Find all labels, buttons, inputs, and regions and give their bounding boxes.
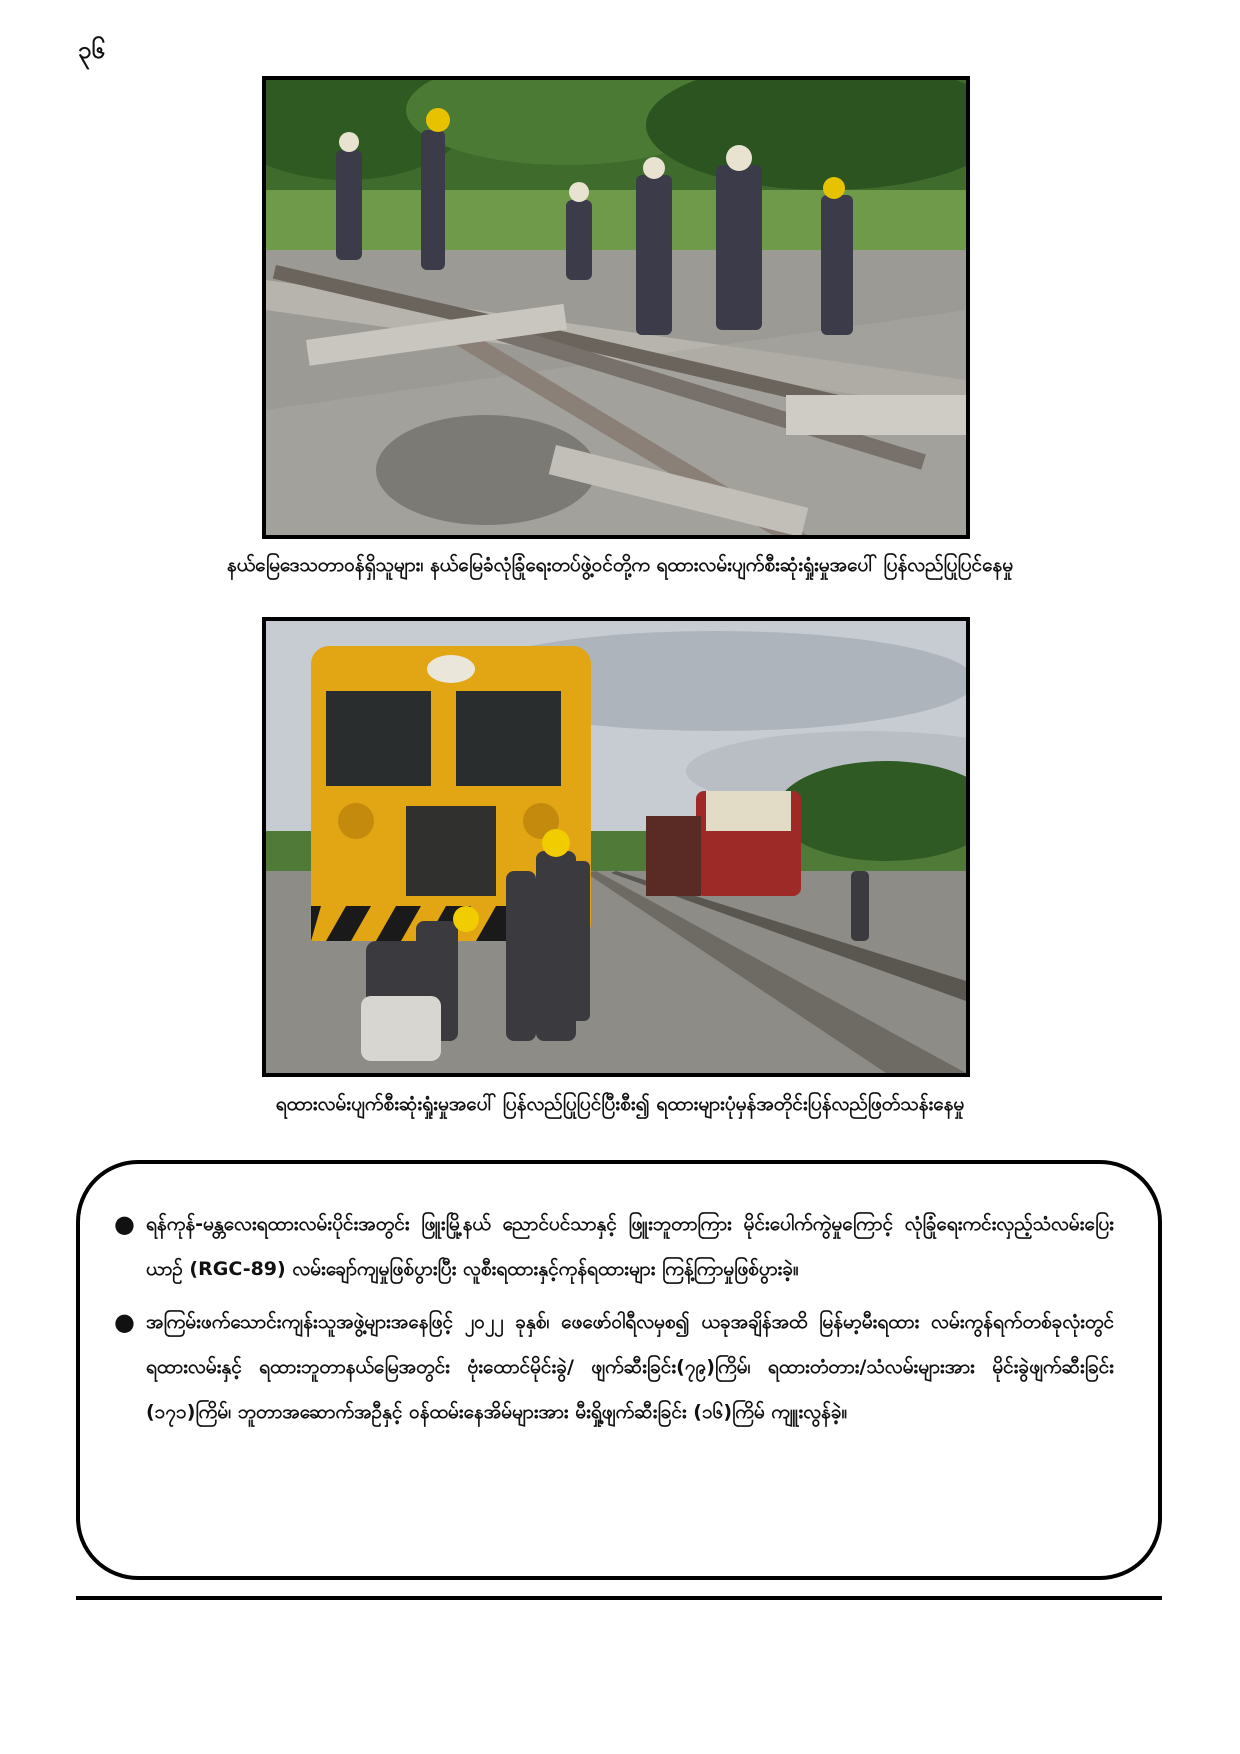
photo-track-repair <box>262 76 970 539</box>
summary-item-text: ရန်ကုန်-မန္တလေးရထားလမ်းပိုင်းအတွင်း ဖြူးမြို့နယ် ညောင်ပင်သာနှင့် ဖြူးဘူတာကြား မိုင်းပေါက်ကွဲမှုကြောင့် လုံခြုံရေးကင်းလှည့်သံလမ်းပြေးယာဉ် (RGC-89) လမ်းချော်ကျမှုဖြစ်ပွားပြီး လူစီးရထားနှင့်ကုန်ရထားများ ကြန့်ကြာမှုဖြစ်ပွားခဲ့။ <box>146 1213 1114 1280</box>
summary-list <box>80 1164 1158 1435</box>
summary-item <box>114 1202 1114 1292</box>
summary-item-text: အကြမ်းဖက်သောင်းကျန်းသူအဖွဲ့များအနေဖြင့် ၂၀၂၂ ခုနှစ်၊ ဖေဖော်ဝါရီလမှစ၍ ယခုအချိန်အထိ မြန်မာ့မီးရထား လမ်းကွန်ရက်တစ်ခုလုံးတွင် ရထားလမ်းနှင့် ရထားဘူတာနယ်မြေအတွင်း ဗုံးထောင်မိုင်းခွဲ/ ဖျက်ဆီးခြင်း(၇၉)ကြိမ်၊ ရထားတံတား/သံလမ်းများအား မိုင်းခွဲဖျက်ဆီးခြင်း (၁၇၁)ကြိမ်၊ ဘူတာအဆောက်အဦနှင့် ဝန်ထမ်းနေအိမ်များအား မီးရှို့ဖျက်ဆီးခြင်း (၁၆)ကြိမ် ကျူးလွန်ခဲ့။ <box>146 1311 1114 1423</box>
page-number: ၃၆ <box>78 36 105 64</box>
trains-illustration <box>266 621 966 1073</box>
photo-trains-passing <box>262 617 970 1077</box>
bullet-icon: ● <box>114 1210 135 1238</box>
track-repair-illustration <box>266 80 966 535</box>
summary-item <box>114 1300 1114 1435</box>
bullet-icon: ● <box>114 1308 135 1336</box>
photo-caption-1: နယ်မြေဒေသတာဝန်ရှိသူများ၊ နယ်မြေခံလုံခြုံရေးတပ်ဖွဲ့ဝင်တို့က ရထားလမ်းပျက်စီးဆုံးရှုံးမှုအပေါ် ပြန်လည်ပြုပြင်နေမှု <box>226 554 1014 576</box>
photo-caption-2: ရထားလမ်းပျက်စီးဆုံးရှုံးမှုအပေါ် ပြန်လည်ပြုပြင်ပြီးစီး၍ ရထားများပုံမှန်အတိုင်းပြန်လည်ဖြတ်သန်းနေမှု <box>275 1093 965 1115</box>
summary-box <box>76 1160 1162 1580</box>
bottom-rule <box>76 1596 1162 1600</box>
